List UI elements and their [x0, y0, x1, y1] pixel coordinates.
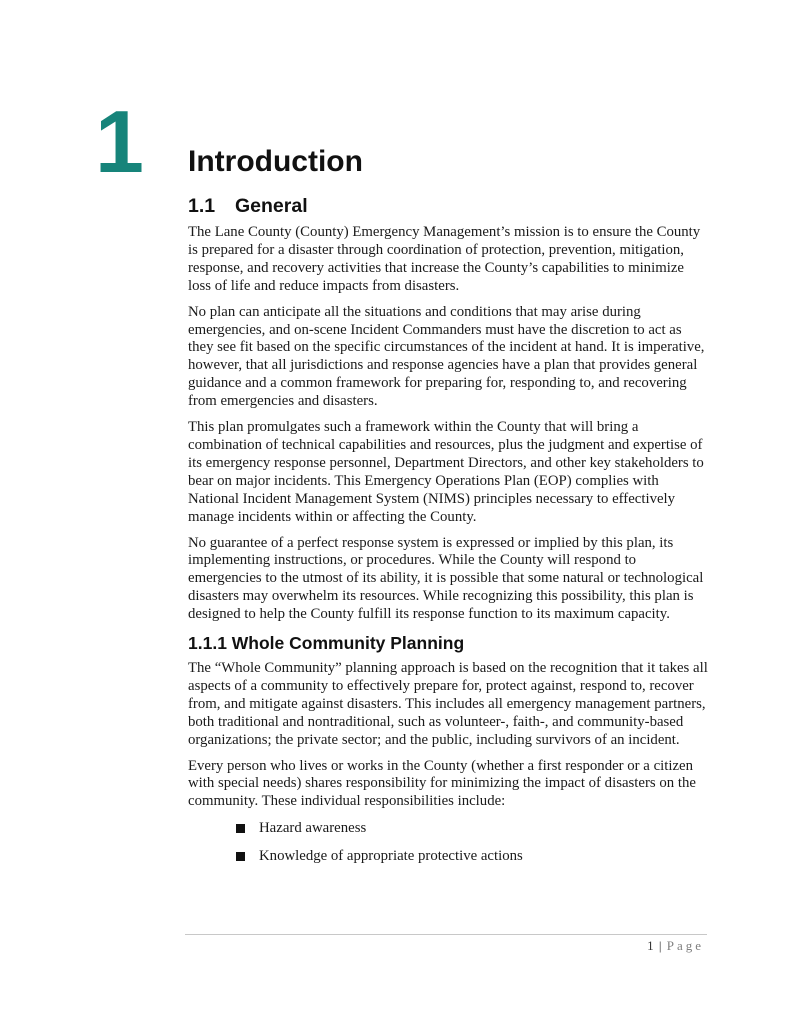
chapter-number: 1: [95, 92, 144, 191]
section-paragraph: This plan promulgates such a framework within the County that will bring a combination of technical capabilities and resources, plus the judgment and expertise of its emergency response personnel, Department Directors, and other key stakeholders to bear on major incidents. This Emergency Operations Plan (EOP) complies with National Incident Management System (NIMS) principles necessary to effectively manage incidents within or affecting the County.: [188, 419, 704, 525]
section-paragraph: No guarantee of a perfect response system is expressed or implied by this plan, its implementing instructions, or procedures. While the County will respond to emergencies to the utmost of its ability, it is possible that some natural or technological disasters may overwhelm its resources. While recognizing this possibility, this plan is designed to help the County fulfill its response function to its maximum capacity.: [188, 534, 704, 623]
section-heading: [188, 194, 708, 218]
subsection-heading: 1.1.1 Whole Community Planning: [188, 633, 465, 654]
list-item: [236, 847, 708, 865]
section-number: 1.1: [188, 195, 216, 217]
subsection-paragraph: The “Whole Community” planning approach is based on the recognition that it takes all aspects of a community to effectively prepare for, protect against, respond to, recover from, and mitigate against disasters. This includes all emergency management partners, both traditional and nontraditional, such as volunteer-, faith-, and community-based organizations; the private sector; and the public, including survivors of an incident.: [188, 660, 708, 748]
page-footer: [647, 938, 704, 954]
page-number: 1: [647, 938, 654, 953]
page-label: Page: [666, 938, 704, 953]
page-content: [188, 144, 708, 875]
list-item-text: Hazard awareness: [259, 820, 367, 837]
footer-divider: [185, 934, 707, 935]
section-paragraph: The Lane County (County) Emergency Management’s mission is to ensure the County is prepared for a disaster through coordination of protection, prevention, mitigation, response, and recovery activities that increase the County’s capabilities to minimize loss of life and reduce impacts from disasters.: [188, 224, 701, 294]
subsection-paragraph: Every person who lives or works in the County (whether a first responder or a citizen with special needs) shares responsibility for minimizing the impact of disasters on the community. These individual responsibilities include:: [188, 757, 696, 810]
chapter-title: Introduction: [188, 145, 363, 178]
footer-separator: |: [658, 938, 662, 953]
list-item: [236, 819, 708, 837]
list-item-text: Knowledge of appropriate protective actions: [259, 848, 523, 865]
square-bullet-icon: [236, 852, 245, 861]
section-paragraph: No plan can anticipate all the situations and conditions that may arise during emergencies, and on-scene Incident Commanders must have the discretion to act as they see fit based on the specific circumstances of the incident at hand. It is imperative, however, that all jurisdictions and response agencies have a plan that provides general guidance and a common framework for preparing for, responding to, and recovering from emergencies and disasters.: [188, 303, 705, 410]
responsibility-list: [188, 819, 708, 865]
section-title: General: [235, 195, 308, 217]
square-bullet-icon: [236, 824, 245, 833]
